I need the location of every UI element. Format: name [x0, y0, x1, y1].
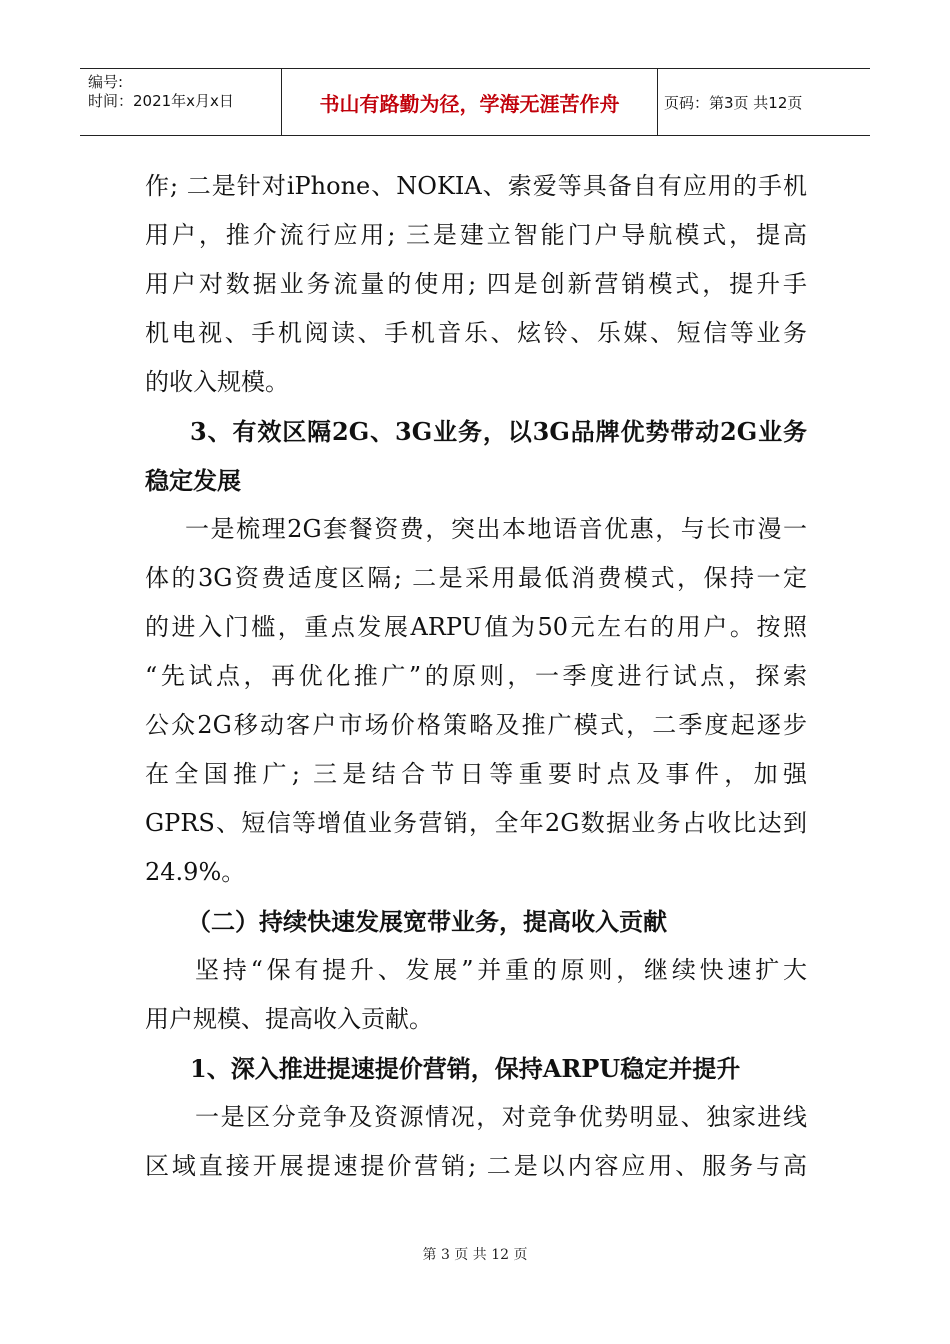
paragraph-line: 的收入规模。: [145, 368, 289, 396]
motto-text: 书山有路勤为径，学海无涯苦作舟: [319, 91, 620, 116]
paragraph-line: 用户，推介流行应用; 三是建立智能门户导航模式，提高: [145, 221, 807, 249]
document-number-label: 编号:: [88, 73, 124, 91]
page-header: [80, 68, 870, 136]
paragraph-line: 作; 二是针对iPhone、NOKIA、索爱等具备自有应用的手机: [145, 172, 807, 200]
header-page-info: [658, 69, 870, 135]
section-heading-line: 稳定发展: [145, 466, 241, 495]
paragraph-line: 一是区分竞争及资源情况，对竞争优势明显、独家进线: [195, 1103, 807, 1131]
paragraph-line: 机电视、手机阅读、手机音乐、炫铃、乐媒、短信等业务: [145, 319, 807, 347]
page-footer: [0, 1244, 950, 1264]
page-info-text: 页码：第3页 共12页: [664, 93, 803, 112]
paragraph-line: 24.9%。: [145, 858, 246, 886]
section-heading-line: （二）持续快速发展宽带业务，提高收入贡献: [187, 907, 667, 936]
paragraph-line: 在全国推广; 三是结合节日等重要时点及事件，加强: [145, 760, 807, 788]
document-time-label: 时间：2021年x月x日: [88, 92, 234, 110]
footer-page-number: 第 3 页 共 12 页: [422, 1247, 528, 1263]
paragraph-line: 用户对数据业务流量的使用; 四是创新营销模式，提升手: [145, 270, 807, 298]
header-motto: [282, 69, 658, 135]
section-heading-line: 1、深入推进提速提价营销，保持ARPU稳定并提升: [190, 1054, 741, 1083]
header-meta: [80, 69, 282, 135]
paragraph-line: 用户规模、提高收入贡献。: [145, 1005, 433, 1033]
paragraph-line: 体的3G资费适度区隔; 二是采用最低消费模式，保持一定: [145, 564, 807, 592]
section-heading-line: 3、有效区隔2G、3G业务，以3G品牌优势带动2G业务: [190, 417, 807, 446]
paragraph-line: 区域直接开展提速提价营销; 二是以内容应用、服务与高: [145, 1152, 807, 1180]
document-body: [145, 162, 807, 1191]
paragraph-line: “先试点，再优化推广”的原则，一季度进行试点，探索: [145, 662, 807, 690]
paragraph-line: GPRS、短信等增值业务营销，全年2G数据业务占收比达到: [145, 809, 807, 837]
paragraph-line: 公众2G移动客户市场价格策略及推广模式，二季度起逐步: [145, 711, 807, 739]
paragraph-line: 坚持“保有提升、发展”并重的原则，继续快速扩大: [195, 956, 807, 984]
paragraph-line: 一是梳理2G套餐资费，突出本地语音优惠，与长市漫一: [185, 515, 807, 543]
paragraph-line: 的进入门槛，重点发展ARPU值为50元左右的用户。按照: [145, 613, 807, 641]
